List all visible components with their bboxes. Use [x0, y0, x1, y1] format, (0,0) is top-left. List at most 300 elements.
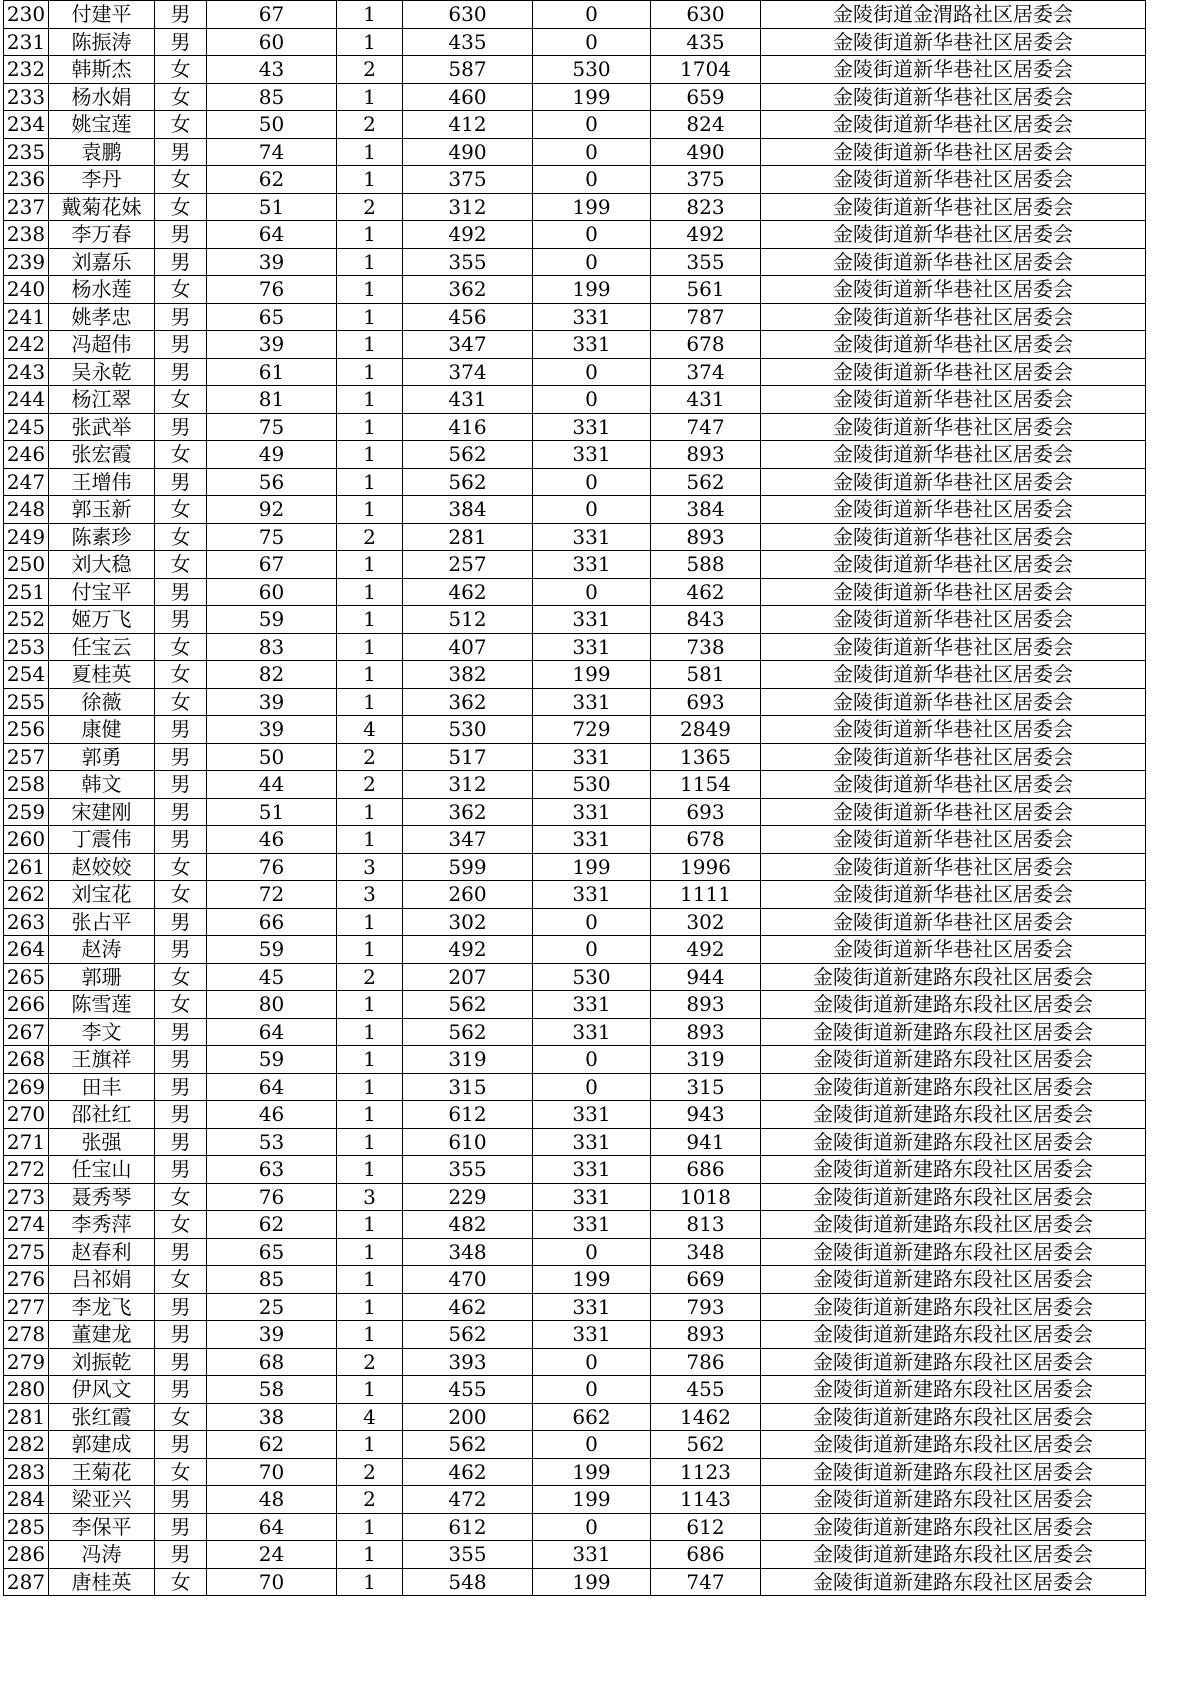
- total-cell: 747: [651, 413, 761, 441]
- household-size-cell: 1: [337, 661, 403, 689]
- household-size-cell: 1: [337, 688, 403, 716]
- table-row: [4, 358, 1146, 386]
- community-cell: 金陵街道新建路东段社区居委会: [761, 1568, 1146, 1596]
- gender-cell: 男: [155, 248, 207, 276]
- total-cell: 669: [651, 1266, 761, 1294]
- age-cell: 76: [207, 853, 337, 881]
- household-size-cell: 1: [337, 606, 403, 634]
- total-cell: 319: [651, 1046, 761, 1074]
- total-cell: 581: [651, 661, 761, 689]
- total-cell: 1154: [651, 771, 761, 799]
- gender-cell: 女: [155, 1403, 207, 1431]
- age-cell: 38: [207, 1403, 337, 1431]
- table-row: [4, 303, 1146, 331]
- supplement-cell: 199: [533, 1266, 651, 1294]
- community-cell: 金陵街道新华巷社区居委会: [761, 496, 1146, 524]
- row-number-cell: 261: [4, 853, 49, 881]
- community-cell: 金陵街道新建路东段社区居委会: [761, 1073, 1146, 1101]
- household-size-cell: 3: [337, 1183, 403, 1211]
- total-cell: 630: [651, 1, 761, 29]
- name-cell: 王菊花: [49, 1458, 155, 1486]
- supplement-cell: 331: [533, 413, 651, 441]
- row-number-cell: 264: [4, 936, 49, 964]
- name-cell: 丁震伟: [49, 826, 155, 854]
- supplement-cell: 530: [533, 963, 651, 991]
- age-cell: 85: [207, 83, 337, 111]
- row-number-cell: 250: [4, 551, 49, 579]
- row-number-cell: 275: [4, 1238, 49, 1266]
- supplement-cell: 331: [533, 633, 651, 661]
- amount-cell: 460: [403, 83, 533, 111]
- row-number-cell: 240: [4, 276, 49, 304]
- name-cell: 杨水莲: [49, 276, 155, 304]
- total-cell: 738: [651, 633, 761, 661]
- age-cell: 65: [207, 1238, 337, 1266]
- gender-cell: 女: [155, 1568, 207, 1596]
- community-cell: 金陵街道新华巷社区居委会: [761, 881, 1146, 909]
- amount-cell: 355: [403, 248, 533, 276]
- gender-cell: 女: [155, 1266, 207, 1294]
- name-cell: 李万春: [49, 221, 155, 249]
- household-size-cell: 1: [337, 358, 403, 386]
- gender-cell: 男: [155, 1018, 207, 1046]
- age-cell: 39: [207, 716, 337, 744]
- age-cell: 49: [207, 441, 337, 469]
- supplement-cell: 331: [533, 331, 651, 359]
- name-cell: 张占平: [49, 908, 155, 936]
- amount-cell: 312: [403, 771, 533, 799]
- gender-cell: 男: [155, 908, 207, 936]
- gender-cell: 女: [155, 111, 207, 139]
- household-size-cell: 1: [337, 28, 403, 56]
- community-cell: 金陵街道新建路东段社区居委会: [761, 963, 1146, 991]
- total-cell: 787: [651, 303, 761, 331]
- name-cell: 田丰: [49, 1073, 155, 1101]
- supplement-cell: 331: [533, 1321, 651, 1349]
- row-number-cell: 232: [4, 56, 49, 84]
- community-cell: 金陵街道新建路东段社区居委会: [761, 1211, 1146, 1239]
- age-cell: 62: [207, 1211, 337, 1239]
- supplement-cell: 331: [533, 1293, 651, 1321]
- supplement-cell: 0: [533, 936, 651, 964]
- table-row: [4, 1293, 1146, 1321]
- total-cell: 492: [651, 936, 761, 964]
- amount-cell: 462: [403, 1293, 533, 1321]
- total-cell: 678: [651, 331, 761, 359]
- gender-cell: 女: [155, 56, 207, 84]
- row-number-cell: 233: [4, 83, 49, 111]
- gender-cell: 女: [155, 551, 207, 579]
- supplement-cell: 0: [533, 1238, 651, 1266]
- household-size-cell: 1: [337, 496, 403, 524]
- supplement-cell: 331: [533, 523, 651, 551]
- gender-cell: 女: [155, 633, 207, 661]
- community-cell: 金陵街道新华巷社区居委会: [761, 633, 1146, 661]
- name-cell: 张红霞: [49, 1403, 155, 1431]
- community-cell: 金陵街道新建路东段社区居委会: [761, 1513, 1146, 1541]
- row-number-cell: 238: [4, 221, 49, 249]
- gender-cell: 女: [155, 853, 207, 881]
- total-cell: 786: [651, 1348, 761, 1376]
- household-size-cell: 2: [337, 56, 403, 84]
- amount-cell: 548: [403, 1568, 533, 1596]
- row-number-cell: 230: [4, 1, 49, 29]
- total-cell: 302: [651, 908, 761, 936]
- name-cell: 付建平: [49, 1, 155, 29]
- table-row: [4, 496, 1146, 524]
- table-row: [4, 523, 1146, 551]
- name-cell: 陈振涛: [49, 28, 155, 56]
- community-cell: 金陵街道新华巷社区居委会: [761, 358, 1146, 386]
- name-cell: 郭勇: [49, 743, 155, 771]
- total-cell: 893: [651, 1018, 761, 1046]
- community-cell: 金陵街道新华巷社区居委会: [761, 551, 1146, 579]
- name-cell: 邵社红: [49, 1101, 155, 1129]
- community-cell: 金陵街道新华巷社区居委会: [761, 523, 1146, 551]
- name-cell: 李丹: [49, 166, 155, 194]
- row-number-cell: 255: [4, 688, 49, 716]
- community-cell: 金陵街道新建路东段社区居委会: [761, 991, 1146, 1019]
- household-size-cell: 1: [337, 1266, 403, 1294]
- amount-cell: 482: [403, 1211, 533, 1239]
- name-cell: 吴永乾: [49, 358, 155, 386]
- name-cell: 姚孝忠: [49, 303, 155, 331]
- age-cell: 75: [207, 413, 337, 441]
- name-cell: 赵春利: [49, 1238, 155, 1266]
- row-number-cell: 277: [4, 1293, 49, 1321]
- household-size-cell: 2: [337, 523, 403, 551]
- table-row: [4, 413, 1146, 441]
- table-row: [4, 166, 1146, 194]
- amount-cell: 562: [403, 468, 533, 496]
- age-cell: 46: [207, 826, 337, 854]
- row-number-cell: 260: [4, 826, 49, 854]
- name-cell: 刘嘉乐: [49, 248, 155, 276]
- gender-cell: 男: [155, 1486, 207, 1514]
- amount-cell: 456: [403, 303, 533, 331]
- supplement-cell: 331: [533, 991, 651, 1019]
- row-number-cell: 276: [4, 1266, 49, 1294]
- household-size-cell: 1: [337, 1, 403, 29]
- community-cell: 金陵街道新华巷社区居委会: [761, 853, 1146, 881]
- amount-cell: 431: [403, 386, 533, 414]
- age-cell: 92: [207, 496, 337, 524]
- supplement-cell: 0: [533, 386, 651, 414]
- name-cell: 唐桂英: [49, 1568, 155, 1596]
- age-cell: 39: [207, 248, 337, 276]
- supplement-cell: 331: [533, 1541, 651, 1569]
- gender-cell: 男: [155, 1046, 207, 1074]
- supplement-cell: 0: [533, 1046, 651, 1074]
- household-size-cell: 1: [337, 468, 403, 496]
- name-cell: 李保平: [49, 1513, 155, 1541]
- household-size-cell: 1: [337, 166, 403, 194]
- name-cell: 韩斯杰: [49, 56, 155, 84]
- row-number-cell: 248: [4, 496, 49, 524]
- total-cell: 374: [651, 358, 761, 386]
- amount-cell: 347: [403, 826, 533, 854]
- name-cell: 赵姣姣: [49, 853, 155, 881]
- supplement-cell: 331: [533, 826, 651, 854]
- name-cell: 董建龙: [49, 1321, 155, 1349]
- household-size-cell: 1: [337, 1513, 403, 1541]
- total-cell: 431: [651, 386, 761, 414]
- table-row: [4, 1486, 1146, 1514]
- name-cell: 陈素珍: [49, 523, 155, 551]
- household-size-cell: 1: [337, 1156, 403, 1184]
- name-cell: 杨江翠: [49, 386, 155, 414]
- gender-cell: 女: [155, 1458, 207, 1486]
- gender-cell: 男: [155, 716, 207, 744]
- household-size-cell: 1: [337, 221, 403, 249]
- supplement-cell: 0: [533, 1348, 651, 1376]
- row-number-cell: 271: [4, 1128, 49, 1156]
- household-size-cell: 1: [337, 1101, 403, 1129]
- age-cell: 81: [207, 386, 337, 414]
- table-row: [4, 468, 1146, 496]
- name-cell: 张强: [49, 1128, 155, 1156]
- household-size-cell: 1: [337, 1128, 403, 1156]
- household-size-cell: 1: [337, 1046, 403, 1074]
- table-row: [4, 1376, 1146, 1404]
- total-cell: 893: [651, 991, 761, 1019]
- total-cell: 1365: [651, 743, 761, 771]
- age-cell: 64: [207, 1073, 337, 1101]
- household-size-cell: 1: [337, 1376, 403, 1404]
- community-cell: 金陵街道新华巷社区居委会: [761, 606, 1146, 634]
- total-cell: 943: [651, 1101, 761, 1129]
- table-row: [4, 138, 1146, 166]
- name-cell: 冯超伟: [49, 331, 155, 359]
- total-cell: 944: [651, 963, 761, 991]
- table-row: [4, 688, 1146, 716]
- community-cell: 金陵街道新建路东段社区居委会: [761, 1431, 1146, 1459]
- total-cell: 893: [651, 1321, 761, 1349]
- total-cell: 686: [651, 1541, 761, 1569]
- supplement-cell: 331: [533, 688, 651, 716]
- table-row: [4, 1321, 1146, 1349]
- table-row: [4, 1, 1146, 29]
- table-row: [4, 633, 1146, 661]
- supplement-cell: 0: [533, 908, 651, 936]
- household-size-cell: 1: [337, 908, 403, 936]
- amount-cell: 435: [403, 28, 533, 56]
- table-row: [4, 1513, 1146, 1541]
- age-cell: 76: [207, 1183, 337, 1211]
- total-cell: 562: [651, 1431, 761, 1459]
- supplement-cell: 199: [533, 853, 651, 881]
- total-cell: 747: [651, 1568, 761, 1596]
- household-size-cell: 4: [337, 1403, 403, 1431]
- row-number-cell: 254: [4, 661, 49, 689]
- age-cell: 85: [207, 1266, 337, 1294]
- total-cell: 348: [651, 1238, 761, 1266]
- gender-cell: 男: [155, 331, 207, 359]
- table-row: [4, 963, 1146, 991]
- table-row: [4, 1156, 1146, 1184]
- household-size-cell: 1: [337, 441, 403, 469]
- supplement-cell: 331: [533, 1183, 651, 1211]
- row-number-cell: 257: [4, 743, 49, 771]
- age-cell: 64: [207, 1018, 337, 1046]
- amount-cell: 455: [403, 1376, 533, 1404]
- name-cell: 康健: [49, 716, 155, 744]
- gender-cell: 男: [155, 1513, 207, 1541]
- gender-cell: 女: [155, 1211, 207, 1239]
- total-cell: 588: [651, 551, 761, 579]
- supplement-cell: 530: [533, 56, 651, 84]
- age-cell: 66: [207, 908, 337, 936]
- household-size-cell: 2: [337, 963, 403, 991]
- supplement-cell: 729: [533, 716, 651, 744]
- age-cell: 46: [207, 1101, 337, 1129]
- supplement-cell: 331: [533, 551, 651, 579]
- amount-cell: 462: [403, 1458, 533, 1486]
- amount-cell: 492: [403, 936, 533, 964]
- community-cell: 金陵街道新建路东段社区居委会: [761, 1348, 1146, 1376]
- row-number-cell: 243: [4, 358, 49, 386]
- total-cell: 793: [651, 1293, 761, 1321]
- gender-cell: 女: [155, 276, 207, 304]
- community-cell: 金陵街道新华巷社区居委会: [761, 826, 1146, 854]
- household-size-cell: 1: [337, 386, 403, 414]
- row-number-cell: 279: [4, 1348, 49, 1376]
- gender-cell: 女: [155, 991, 207, 1019]
- row-number-cell: 283: [4, 1458, 49, 1486]
- supplement-cell: 199: [533, 193, 651, 221]
- amount-cell: 587: [403, 56, 533, 84]
- age-cell: 51: [207, 193, 337, 221]
- supplement-cell: 331: [533, 743, 651, 771]
- age-cell: 45: [207, 963, 337, 991]
- row-number-cell: 270: [4, 1101, 49, 1129]
- age-cell: 75: [207, 523, 337, 551]
- table-row: [4, 441, 1146, 469]
- total-cell: 384: [651, 496, 761, 524]
- household-size-cell: 1: [337, 303, 403, 331]
- supplement-cell: 0: [533, 138, 651, 166]
- total-cell: 1111: [651, 881, 761, 909]
- total-cell: 813: [651, 1211, 761, 1239]
- community-cell: 金陵街道新华巷社区居委会: [761, 276, 1146, 304]
- supplement-cell: 0: [533, 468, 651, 496]
- total-cell: 561: [651, 276, 761, 304]
- community-cell: 金陵街道新华巷社区居委会: [761, 56, 1146, 84]
- total-cell: 823: [651, 193, 761, 221]
- household-size-cell: 1: [337, 1018, 403, 1046]
- table-row: [4, 1541, 1146, 1569]
- household-size-cell: 1: [337, 413, 403, 441]
- row-number-cell: 259: [4, 798, 49, 826]
- community-cell: 金陵街道新建路东段社区居委会: [761, 1183, 1146, 1211]
- household-size-cell: 1: [337, 276, 403, 304]
- name-cell: 郭玉新: [49, 496, 155, 524]
- age-cell: 63: [207, 1156, 337, 1184]
- household-size-cell: 2: [337, 743, 403, 771]
- age-cell: 56: [207, 468, 337, 496]
- community-cell: 金陵街道新建路东段社区居委会: [761, 1541, 1146, 1569]
- total-cell: 824: [651, 111, 761, 139]
- gender-cell: 女: [155, 193, 207, 221]
- row-number-cell: 272: [4, 1156, 49, 1184]
- household-size-cell: 1: [337, 248, 403, 276]
- table-row: [4, 936, 1146, 964]
- community-cell: 金陵街道新建路东段社区居委会: [761, 1403, 1146, 1431]
- gender-cell: 女: [155, 1183, 207, 1211]
- age-cell: 43: [207, 56, 337, 84]
- name-cell: 任宝云: [49, 633, 155, 661]
- supplement-cell: 199: [533, 276, 651, 304]
- table-row: [4, 908, 1146, 936]
- age-cell: 39: [207, 688, 337, 716]
- supplement-cell: 331: [533, 303, 651, 331]
- community-cell: 金陵街道新建路东段社区居委会: [761, 1486, 1146, 1514]
- age-cell: 60: [207, 28, 337, 56]
- amount-cell: 562: [403, 441, 533, 469]
- total-cell: 678: [651, 826, 761, 854]
- name-cell: 杨水娟: [49, 83, 155, 111]
- table-row: [4, 716, 1146, 744]
- amount-cell: 530: [403, 716, 533, 744]
- community-cell: 金陵街道新建路东段社区居委会: [761, 1293, 1146, 1321]
- age-cell: 44: [207, 771, 337, 799]
- household-size-cell: 1: [337, 551, 403, 579]
- gender-cell: 女: [155, 881, 207, 909]
- table-row: [4, 1266, 1146, 1294]
- supplement-cell: 331: [533, 1101, 651, 1129]
- total-cell: 2849: [651, 716, 761, 744]
- table-row: [4, 798, 1146, 826]
- row-number-cell: 273: [4, 1183, 49, 1211]
- table-row: [4, 1183, 1146, 1211]
- name-cell: 吕祁娟: [49, 1266, 155, 1294]
- name-cell: 伊风文: [49, 1376, 155, 1404]
- age-cell: 74: [207, 138, 337, 166]
- community-cell: 金陵街道新华巷社区居委会: [761, 166, 1146, 194]
- total-cell: 1462: [651, 1403, 761, 1431]
- name-cell: 韩文: [49, 771, 155, 799]
- row-number-cell: 242: [4, 331, 49, 359]
- supplement-cell: 530: [533, 771, 651, 799]
- total-cell: 1123: [651, 1458, 761, 1486]
- gender-cell: 女: [155, 166, 207, 194]
- total-cell: 1996: [651, 853, 761, 881]
- name-cell: 冯涛: [49, 1541, 155, 1569]
- total-cell: 462: [651, 578, 761, 606]
- amount-cell: 362: [403, 798, 533, 826]
- gender-cell: 男: [155, 606, 207, 634]
- age-cell: 50: [207, 111, 337, 139]
- supplement-cell: 199: [533, 661, 651, 689]
- supplement-cell: 199: [533, 1486, 651, 1514]
- community-cell: 金陵街道新华巷社区居委会: [761, 771, 1146, 799]
- amount-cell: 562: [403, 1431, 533, 1459]
- name-cell: 付宝平: [49, 578, 155, 606]
- name-cell: 任宝山: [49, 1156, 155, 1184]
- amount-cell: 612: [403, 1101, 533, 1129]
- table-row: [4, 771, 1146, 799]
- total-cell: 659: [651, 83, 761, 111]
- amount-cell: 612: [403, 1513, 533, 1541]
- amount-cell: 229: [403, 1183, 533, 1211]
- total-cell: 1704: [651, 56, 761, 84]
- age-cell: 67: [207, 1, 337, 29]
- data-table: [3, 0, 1146, 1596]
- household-size-cell: 1: [337, 1568, 403, 1596]
- amount-cell: 302: [403, 908, 533, 936]
- name-cell: 陈雪莲: [49, 991, 155, 1019]
- row-number-cell: 235: [4, 138, 49, 166]
